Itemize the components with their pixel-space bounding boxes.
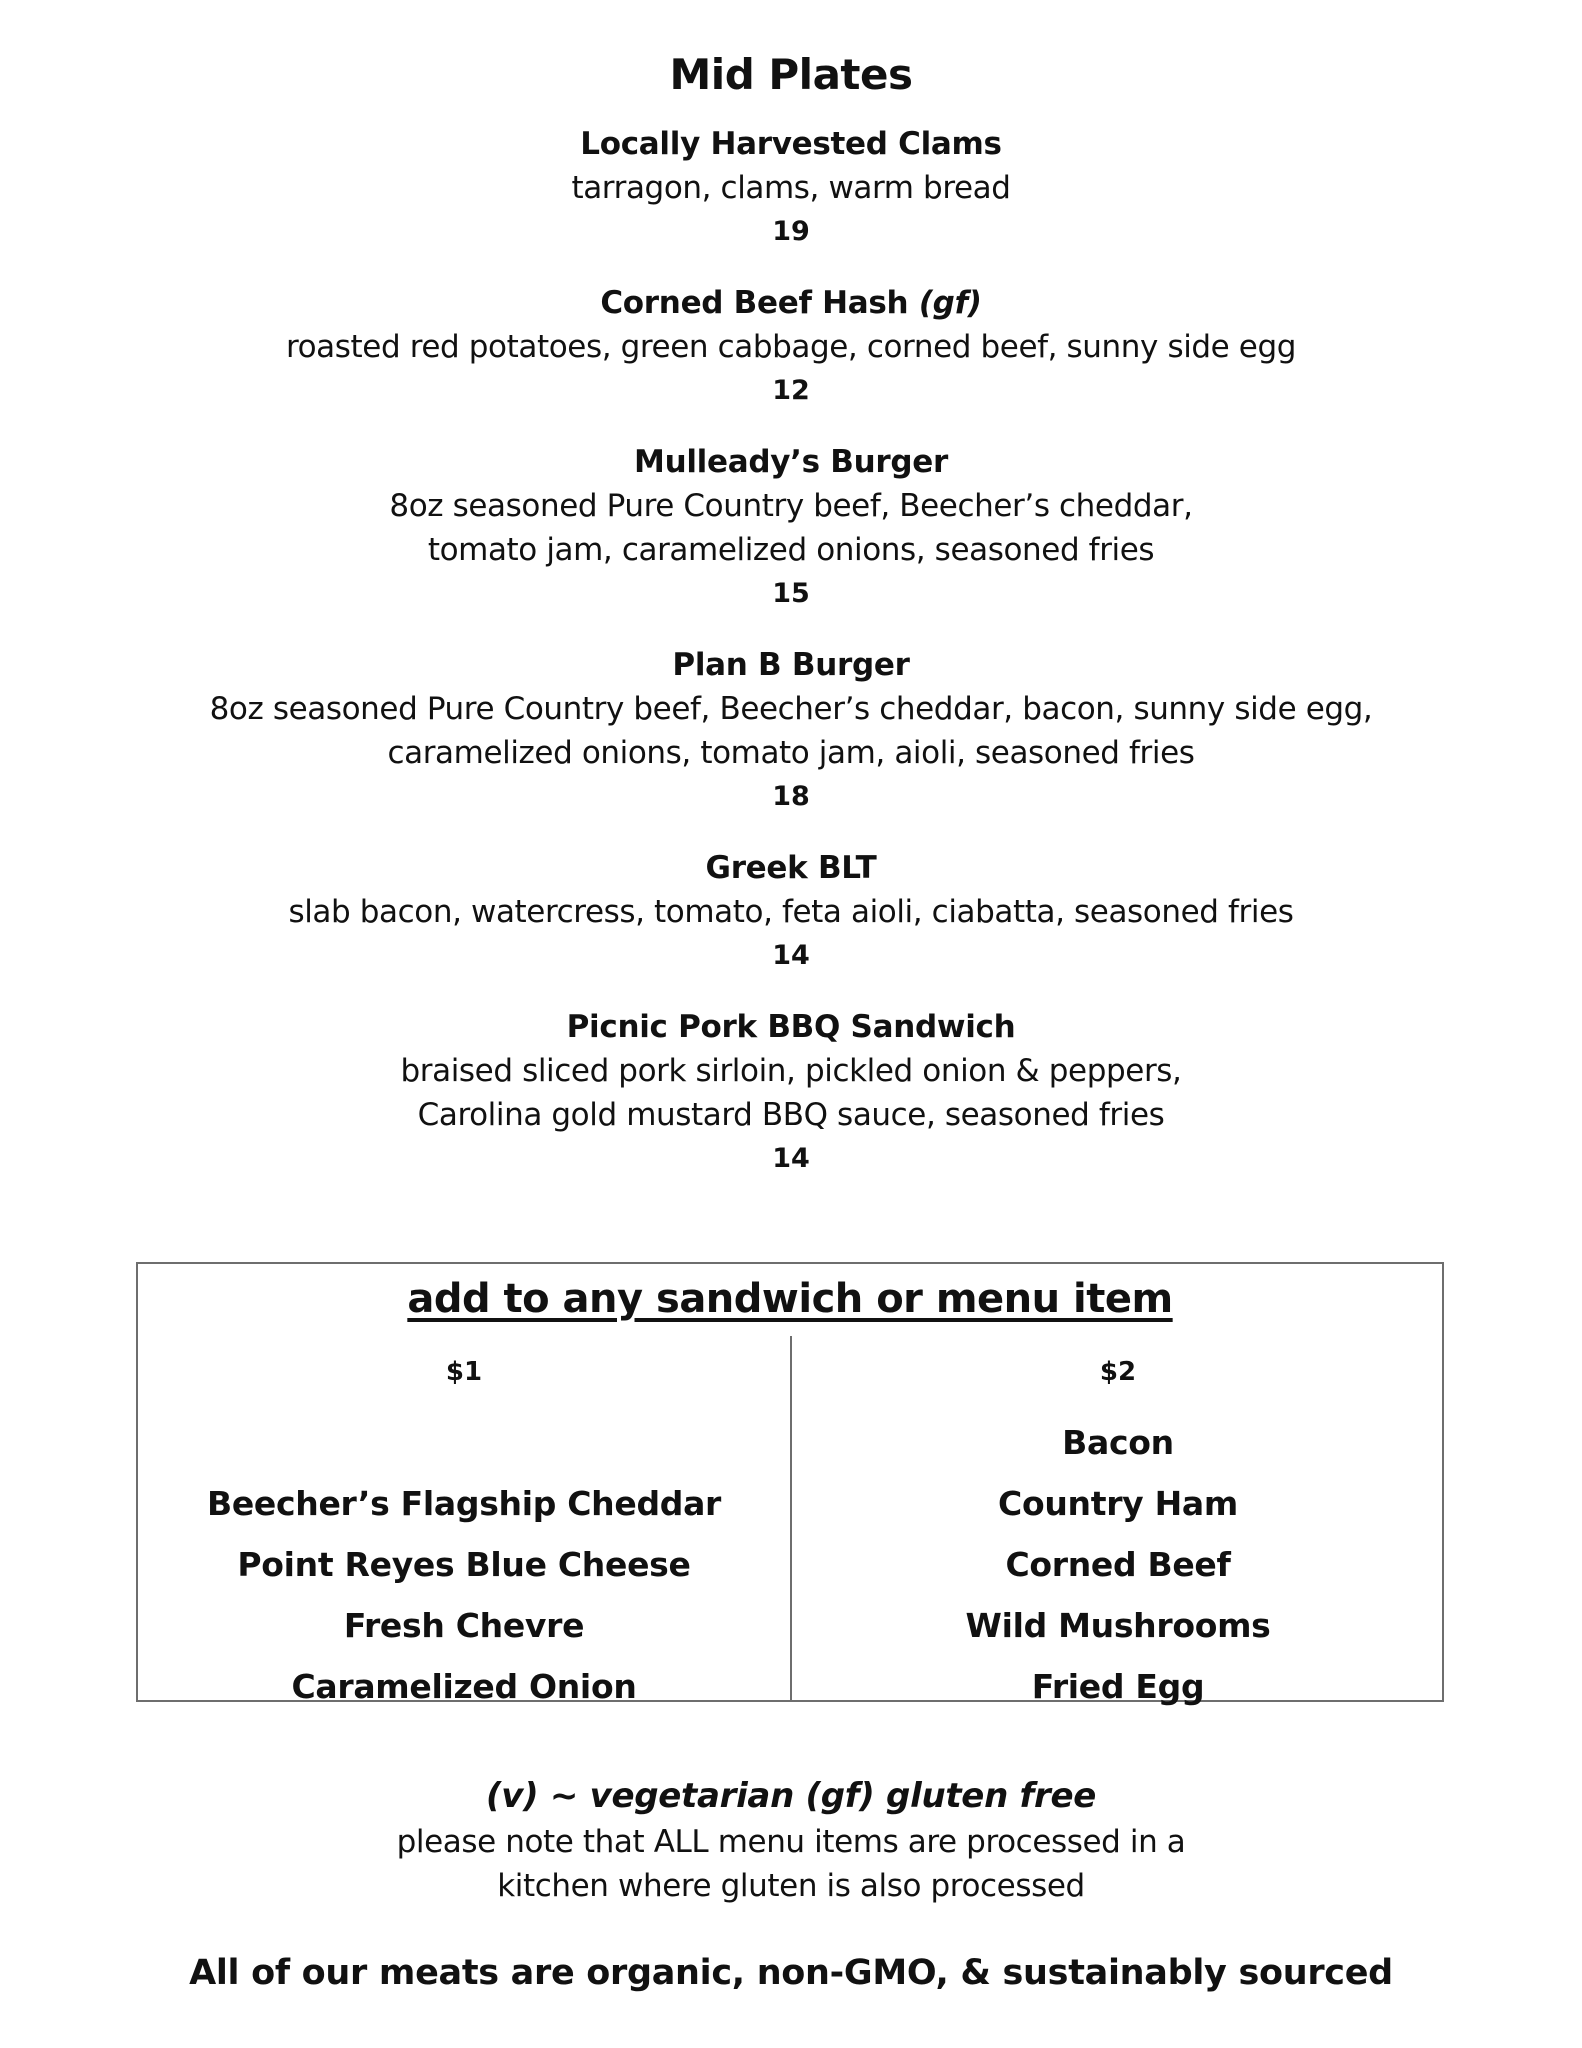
item-name: Picnic Pork BBQ Sandwich xyxy=(566,1009,1016,1045)
addon-item: Beecher’s Flagship Cheddar xyxy=(206,1484,722,1523)
addon-title: add to any sandwich or menu item xyxy=(407,1276,1173,1322)
item-name: Corned Beef Hash (gf) xyxy=(600,285,982,321)
item-price: 12 xyxy=(772,375,810,406)
gluten-free-tag: (gf) xyxy=(918,285,982,321)
addon-column-two-dollar xyxy=(792,1352,1444,1717)
item-description: braised sliced pork sirloin, pickled onion & peppers, Carolina gold mustard BBQ sauce, seasoned fries xyxy=(400,1053,1182,1133)
gluten-note-line-2: kitchen where gluten is also processed xyxy=(497,1868,1085,1904)
menu-item xyxy=(0,1005,1582,1181)
addon-list xyxy=(792,1412,1444,1717)
addon-item: Bacon xyxy=(1062,1423,1174,1462)
item-price: 14 xyxy=(772,1143,810,1174)
addon-item: Country Ham xyxy=(998,1484,1238,1523)
item-name: Plan B Burger xyxy=(672,647,910,683)
addon-item: Caramelized Onion xyxy=(291,1667,637,1706)
item-price: 18 xyxy=(772,781,810,812)
item-description: slab bacon, watercress, tomato, feta aioli, ciabatta, seasoned fries xyxy=(288,894,1294,930)
menu-item xyxy=(0,846,1582,978)
item-description: tarragon, clams, warm bread xyxy=(571,170,1011,206)
item-description: roasted red potatoes, green cabbage, corned beef, sunny side egg xyxy=(285,329,1297,365)
item-price: 14 xyxy=(772,940,810,971)
sourcing-note: All of our meats are organic, non-GMO, & sustainably sourced xyxy=(189,1953,1393,1993)
item-name: Greek BLT xyxy=(705,850,877,886)
menu-item xyxy=(0,440,1582,616)
item-price: 15 xyxy=(772,578,810,609)
addon-price: $1 xyxy=(445,1357,483,1387)
addon-list xyxy=(138,1412,790,1717)
menu-item xyxy=(0,281,1582,413)
dietary-legend xyxy=(0,1772,1582,1908)
addon-item: Fresh Chevre xyxy=(343,1606,585,1645)
addon-item: Point Reyes Blue Cheese xyxy=(237,1545,691,1584)
item-description: 8oz seasoned Pure Country beef, Beecher’s cheddar, bacon, sunny side egg, caramelized onions, tomato jam, aioli, seasoned fries xyxy=(209,691,1373,771)
addon-price: $2 xyxy=(1099,1357,1137,1387)
addon-item: Fried Egg xyxy=(1031,1667,1205,1706)
menu-list xyxy=(0,122,1582,1208)
item-name: Locally Harvested Clams xyxy=(580,126,1002,162)
addon-column-one-dollar xyxy=(138,1352,790,1717)
page-title: Mid Plates xyxy=(669,50,913,99)
addon-item xyxy=(138,1412,790,1473)
addon-item: Corned Beef xyxy=(1005,1545,1231,1584)
item-description: 8oz seasoned Pure Country beef, Beecher’s cheddar, tomato jam, caramelized onions, seasoned fries xyxy=(389,488,1193,568)
gluten-note-line-1: please note that ALL menu items are processed in a xyxy=(396,1824,1186,1860)
item-price: 19 xyxy=(772,216,810,247)
item-name: Mulleady’s Burger xyxy=(634,444,948,480)
menu-item xyxy=(0,122,1582,254)
menu-item xyxy=(0,643,1582,819)
legend-key: (v) ~ vegetarian (gf) gluten free xyxy=(485,1776,1096,1816)
addon-box xyxy=(136,1262,1444,1706)
addon-item: Wild Mushrooms xyxy=(965,1606,1271,1645)
